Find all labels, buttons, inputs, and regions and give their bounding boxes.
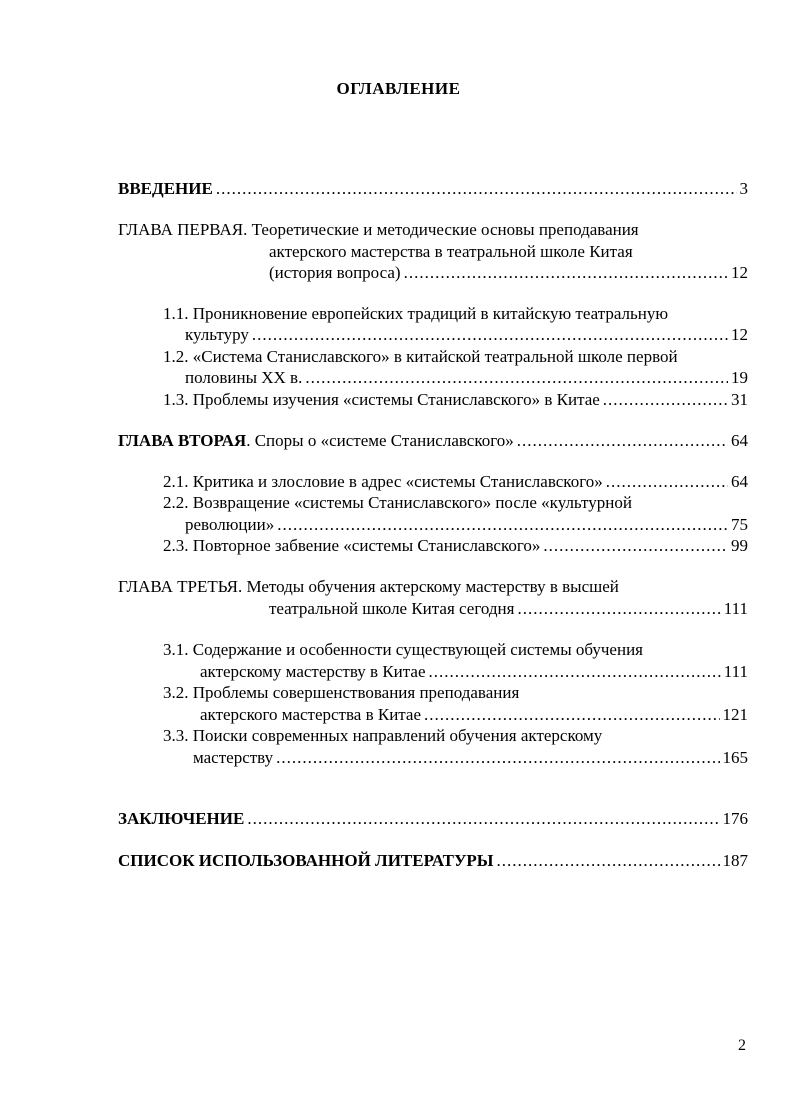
toc-entry-chapter2 xyxy=(118,430,748,452)
chapter2-heading xyxy=(118,430,514,452)
dot-leader xyxy=(216,178,737,200)
bibliography-page: 187 xyxy=(722,851,748,870)
section-3-1-page: 111 xyxy=(723,662,748,681)
section-2-2-line2: революции» xyxy=(185,515,275,534)
section-3-3-line1: 3.3. Поиски современных направлений обучения актерскому xyxy=(163,726,603,745)
toc-entry-conclusion xyxy=(118,808,748,830)
section-2-2-line1: 2.2. Возвращение «системы Станиславского» после «культурной xyxy=(163,493,632,512)
dot-leader xyxy=(497,850,720,872)
dot-leader xyxy=(543,535,728,557)
intro-page: 3 xyxy=(739,179,748,198)
section-3-1-line1: 3.1. Содержание и особенности существующей системы обучения xyxy=(163,640,643,659)
toc-entry-section-1-2 xyxy=(185,367,748,389)
section-3-2-line2: актерского мастерства в Китае xyxy=(200,705,422,724)
page-number: 2 xyxy=(738,1037,746,1054)
toc-entry-intro xyxy=(118,178,748,200)
dot-leader xyxy=(247,808,719,830)
section-3-2-line1: 3.2. Проблемы совершенствования преподавания xyxy=(163,683,520,702)
dot-leader xyxy=(276,747,719,769)
chapter3-title-line2-row xyxy=(269,598,748,620)
toc-entry-section-1-3 xyxy=(163,389,748,411)
section-2-2-page: 75 xyxy=(731,515,748,534)
toc-entry-section-2-1 xyxy=(163,471,748,493)
section-3-2-page: 121 xyxy=(722,705,748,724)
toc-entry-bibliography xyxy=(118,850,748,872)
section-3-3-page: 165 xyxy=(722,748,748,767)
chapter2-page: 64 xyxy=(731,431,748,450)
conclusion-page: 176 xyxy=(722,809,748,828)
chapter1-title-line3-row xyxy=(269,262,748,284)
section-2-1-line1: 2.1. Критика и злословие в адрес «системы Станиславского» xyxy=(163,472,603,491)
section-1-2-page: 19 xyxy=(731,368,748,387)
chapter1-heading xyxy=(118,219,639,241)
chapter1-page: 12 xyxy=(731,263,748,282)
chapter1-label: ГЛАВА ПЕРВАЯ xyxy=(118,220,244,239)
dot-leader xyxy=(429,661,721,683)
section-1-2-line1: 1.2. «Система Станиславского» в китайской театральной школе первой xyxy=(163,347,678,366)
section-1-3-page: 31 xyxy=(731,390,748,409)
dot-leader xyxy=(424,704,719,726)
section-1-1-page: 12 xyxy=(731,325,748,344)
section-2-3-page: 99 xyxy=(731,536,748,555)
section-2-3-line1: 2.3. Повторное забвение «системы Станиславского» xyxy=(163,536,541,555)
dot-leader xyxy=(404,262,728,284)
dot-leader xyxy=(603,389,728,411)
chapter3-title-line2: театральной школе Китая сегодня xyxy=(269,599,515,618)
chapter2-title: . Споры о «системе Станиславского» xyxy=(246,431,514,450)
dot-leader xyxy=(517,598,720,620)
chapter1-title-line1: . Теоретические и методические основы преподавания xyxy=(243,220,639,239)
chapter1-title-line2: актерского мастерства в театральной школе Китая xyxy=(269,242,633,261)
section-1-1-line2: культуру xyxy=(185,325,249,344)
dot-leader xyxy=(277,514,728,536)
toc-entry-section-2-3 xyxy=(163,535,748,557)
section-1-2-line2: половины XX в. xyxy=(185,368,303,387)
dot-leader xyxy=(517,430,728,452)
section-1-3-line1: 1.3. Проблемы изучения «системы Станиславского» в Китае xyxy=(163,390,600,409)
toc-entry-section-3-2 xyxy=(200,704,748,726)
page-title: ОГЛАВЛЕНИЕ xyxy=(336,79,461,98)
dot-leader xyxy=(606,471,728,493)
chapter3-heading xyxy=(118,576,619,598)
intro-label: ВВЕДЕНИЕ xyxy=(118,179,213,198)
chapter1-title-line3: (история вопроса) xyxy=(269,263,401,282)
dot-leader xyxy=(305,367,728,389)
toc-entry-section-2-2 xyxy=(185,514,748,536)
toc-entry-section-1-1 xyxy=(185,324,748,346)
toc-entry-section-3-3 xyxy=(193,747,748,769)
chapter3-label: ГЛАВА ТРЕТЬЯ. xyxy=(118,577,243,596)
toc-entry-section-3-1 xyxy=(200,661,748,683)
chapter2-label: ГЛАВА ВТОРАЯ xyxy=(118,431,247,450)
chapter3-title-line1: Методы обучения актерскому мастерству в высшей xyxy=(242,577,619,596)
section-1-1-line1: 1.1. Проникновение европейских традиций в китайскую театральную xyxy=(163,304,669,323)
section-3-1-line2: актерскому мастерству в Китае xyxy=(200,662,426,681)
conclusion-label: ЗАКЛЮЧЕНИЕ xyxy=(118,809,245,828)
dot-leader xyxy=(252,324,728,346)
bibliography-label: СПИСОК ИСПОЛЬЗОВАННОЙ ЛИТЕРАТУРЫ xyxy=(118,851,494,870)
section-2-1-page: 64 xyxy=(731,472,748,491)
section-3-3-line2: мастерству xyxy=(193,748,274,767)
chapter3-page: 111 xyxy=(723,599,748,618)
